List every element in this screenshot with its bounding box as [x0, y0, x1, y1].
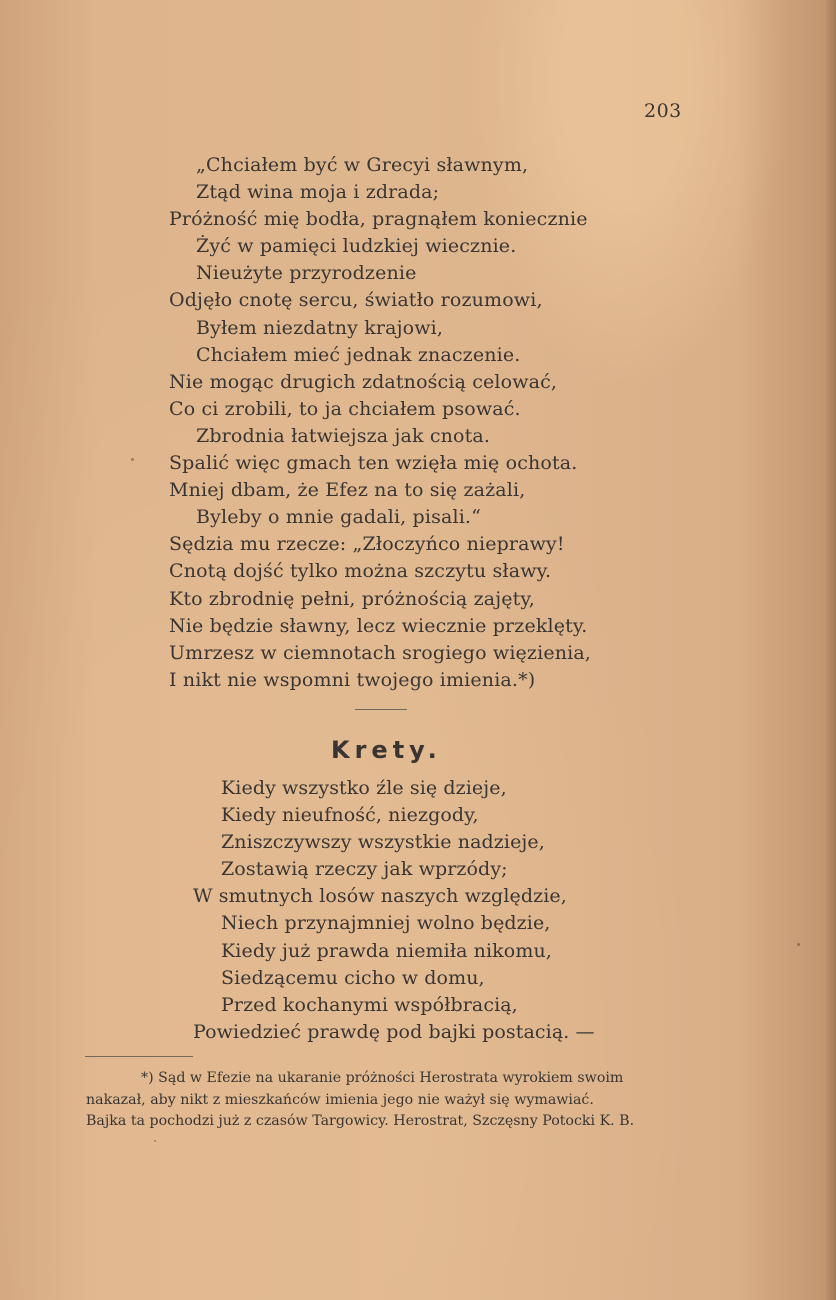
poem-line: Nie mogąc drugich zdatnością celować, [169, 370, 558, 393]
krety-line: Przed kochanymi współbracią, [221, 993, 518, 1016]
poem-line: Umrzesz w ciemnotach srogiego więzienia, [169, 641, 591, 664]
krety-line: Siedzącemu cicho w domu, [221, 966, 485, 989]
paper-speck [797, 943, 800, 946]
poem-line: Chciałem mieć jednak znaczenie. [196, 343, 521, 366]
poem-line: Mniej dbam, że Efez na to się zażali, [169, 479, 526, 502]
poem-line: Żyć w pamięci ludzkiej wiecznie. [196, 235, 517, 258]
krety-line: Kiedy nieufność, niezgody, [221, 804, 479, 827]
poem-line: Zbrodnia łatwiejsza jak cnota. [196, 424, 491, 447]
poem-line: Byleby o mnie gadali, pisali.“ [196, 506, 481, 529]
krety-line: W smutnych losów naszych względzie, [193, 885, 567, 908]
poem-line: Próżność mię bodła, pragnąłem koniecznie [169, 208, 588, 231]
footnote [86, 1068, 676, 1133]
poem-line: Cnotą dojść tylko można szczytu sławy. [169, 560, 552, 583]
poem-line: Byłem niezdatny krajowi, [196, 316, 444, 339]
footnote-line: Bajka ta pochodzi już z czasów Targowicy. Herostrat, Szczęsny Potocki K. B. [86, 1113, 635, 1129]
paper-speck [131, 458, 134, 461]
page-number: 203 [644, 100, 682, 122]
poem-line: Odjęło cnotę sercu, światło rozumowi, [169, 289, 543, 312]
section-separator [355, 709, 407, 710]
page-edge-shadow [826, 0, 836, 1300]
krety-poem [193, 775, 623, 1046]
poem-line: Co ci zrobili, to ja chciałem psować. [169, 397, 521, 420]
krety-line: Zniszczywszy wszystkie nadzieje, [221, 831, 545, 854]
krety-line: Niech przynajmniej wolno będzie, [221, 912, 551, 935]
poem-line: „Chciałem być w Grecyi sławnym, [196, 154, 529, 176]
paper-speck [154, 1140, 156, 1142]
poem-line: I nikt nie wspomni twojego imienia.*) [169, 668, 536, 691]
poem-line: Sędzia mu rzecze: „Złoczyńco nieprawy! [169, 533, 565, 556]
poem-line: Spalić więc gmach ten wzięła mię ochota. [169, 452, 578, 475]
krety-line: Zostawią rzeczy jak wprzódy; [221, 858, 508, 881]
poem-line: Kto zbrodnię pełni, próżnością zajęty, [169, 587, 535, 610]
krety-line: Powiedzieć prawdę pod bajki postacią. — [193, 1020, 595, 1043]
poem-line: Nie będzie sławny, lecz wiecznie przeklęty. [169, 614, 588, 637]
poem-line: Nieużyte przyrodzenie [196, 262, 417, 285]
footnote-line: *) Sąd w Efezie na ukaranie próżności Herostrata wyrokiem swoim [141, 1070, 624, 1086]
poem-line: Ztąd wina moja i zdrada; [196, 181, 440, 204]
footnote-line: nakazał, aby nikt z mieszkańców imienia jego nie ważył się wymawiać. [86, 1091, 594, 1108]
section-title: Krety. [331, 736, 442, 764]
krety-line: Kiedy wszystko źle się dzieje, [221, 777, 507, 799]
footnote-rule [85, 1056, 193, 1057]
poem-text [169, 152, 629, 694]
krety-line: Kiedy już prawda niemiła nikomu, [221, 939, 552, 962]
